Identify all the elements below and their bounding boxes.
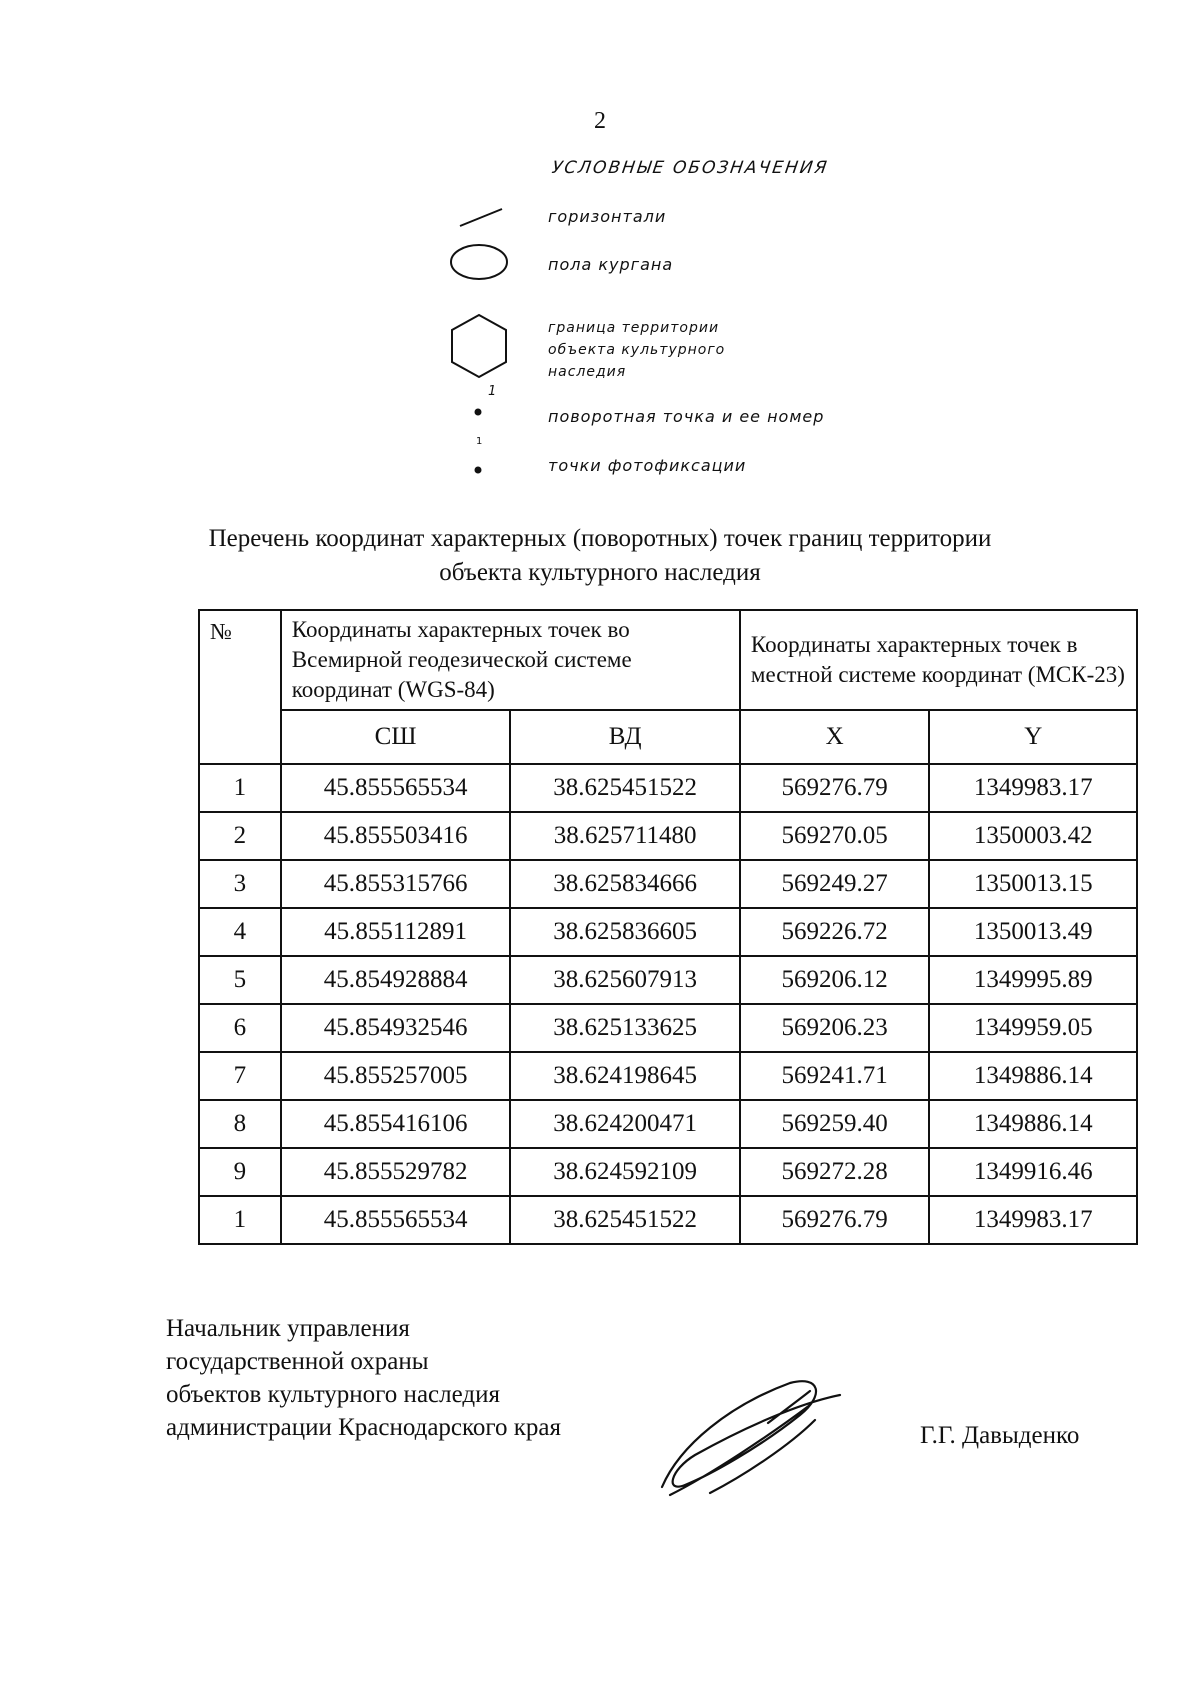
signatory-position: Начальник управления государственной охраны объектов культурного наследия администрации Краснодарского края [166, 1315, 562, 1441]
table-row: 7 45.855257005 38.624198645 569241.71 1349886.14 [199, 1052, 1137, 1100]
table-row: 6 45.854932546 38.625133625 569206.23 1349959.05 [199, 1004, 1137, 1052]
longitude-header: ВД [510, 710, 740, 764]
table-row: 9 45.855529782 38.624592109 569272.28 1349916.46 [199, 1148, 1137, 1196]
number-header: № [199, 610, 281, 764]
contour-line-icon [458, 206, 504, 228]
photo-point-marker: 1 [476, 436, 483, 447]
legend-label-turning-point: поворотная точка и ее номер [548, 407, 825, 426]
page-number: 2 [594, 108, 606, 134]
y-header: Y [929, 710, 1137, 764]
table-row: 1 45.855565534 38.625451522 569276.79 1349983.17 [199, 764, 1137, 812]
legend-label-boundary: граница территории объекта культурного наследия [548, 320, 726, 380]
table-row: 3 45.855315766 38.625834666 569249.27 1350013.15 [199, 860, 1137, 908]
signature-image [650, 1375, 860, 1505]
photo-point-icon [470, 440, 500, 476]
legend-label-mound: пола кургана [548, 255, 674, 274]
legend-label-contours: горизонтали [548, 207, 667, 226]
ellipse-icon [448, 242, 510, 282]
x-header: X [740, 710, 930, 764]
coordinates-table [198, 609, 1138, 1245]
table-heading: Перечень координат характерных (поворотных) точек границ территории объекта культурного наследия [208, 525, 992, 586]
hexagon-icon [448, 312, 510, 380]
msk-header: Координаты характерных точек в местной системе координат (МСК-23) [740, 610, 1137, 710]
legend-title: УСЛОВНЫЕ ОБОЗНАЧЕНИЯ [550, 158, 830, 178]
table-row: 1 45.855565534 38.625451522 569276.79 1349983.17 [199, 1196, 1137, 1244]
legend-label-photo-points: точки фотофиксации [548, 456, 747, 475]
latitude-header: СШ [281, 710, 511, 764]
table-row: 4 45.855112891 38.625836605 569226.72 1350013.49 [199, 908, 1137, 956]
turning-point-number: 1 [488, 384, 497, 399]
wgs-header: Координаты характерных точек во Всемирной геодезической системе координат (WGS-84) [281, 610, 740, 710]
signatory-name: Г.Г. Давыденко [920, 1422, 1080, 1449]
table-row: 8 45.855416106 38.624200471 569259.40 1349886.14 [199, 1100, 1137, 1148]
table-row: 5 45.854928884 38.625607913 569206.12 1349995.89 [199, 956, 1137, 1004]
table-row: 2 45.855503416 38.625711480 569270.05 1350003.42 [199, 812, 1137, 860]
